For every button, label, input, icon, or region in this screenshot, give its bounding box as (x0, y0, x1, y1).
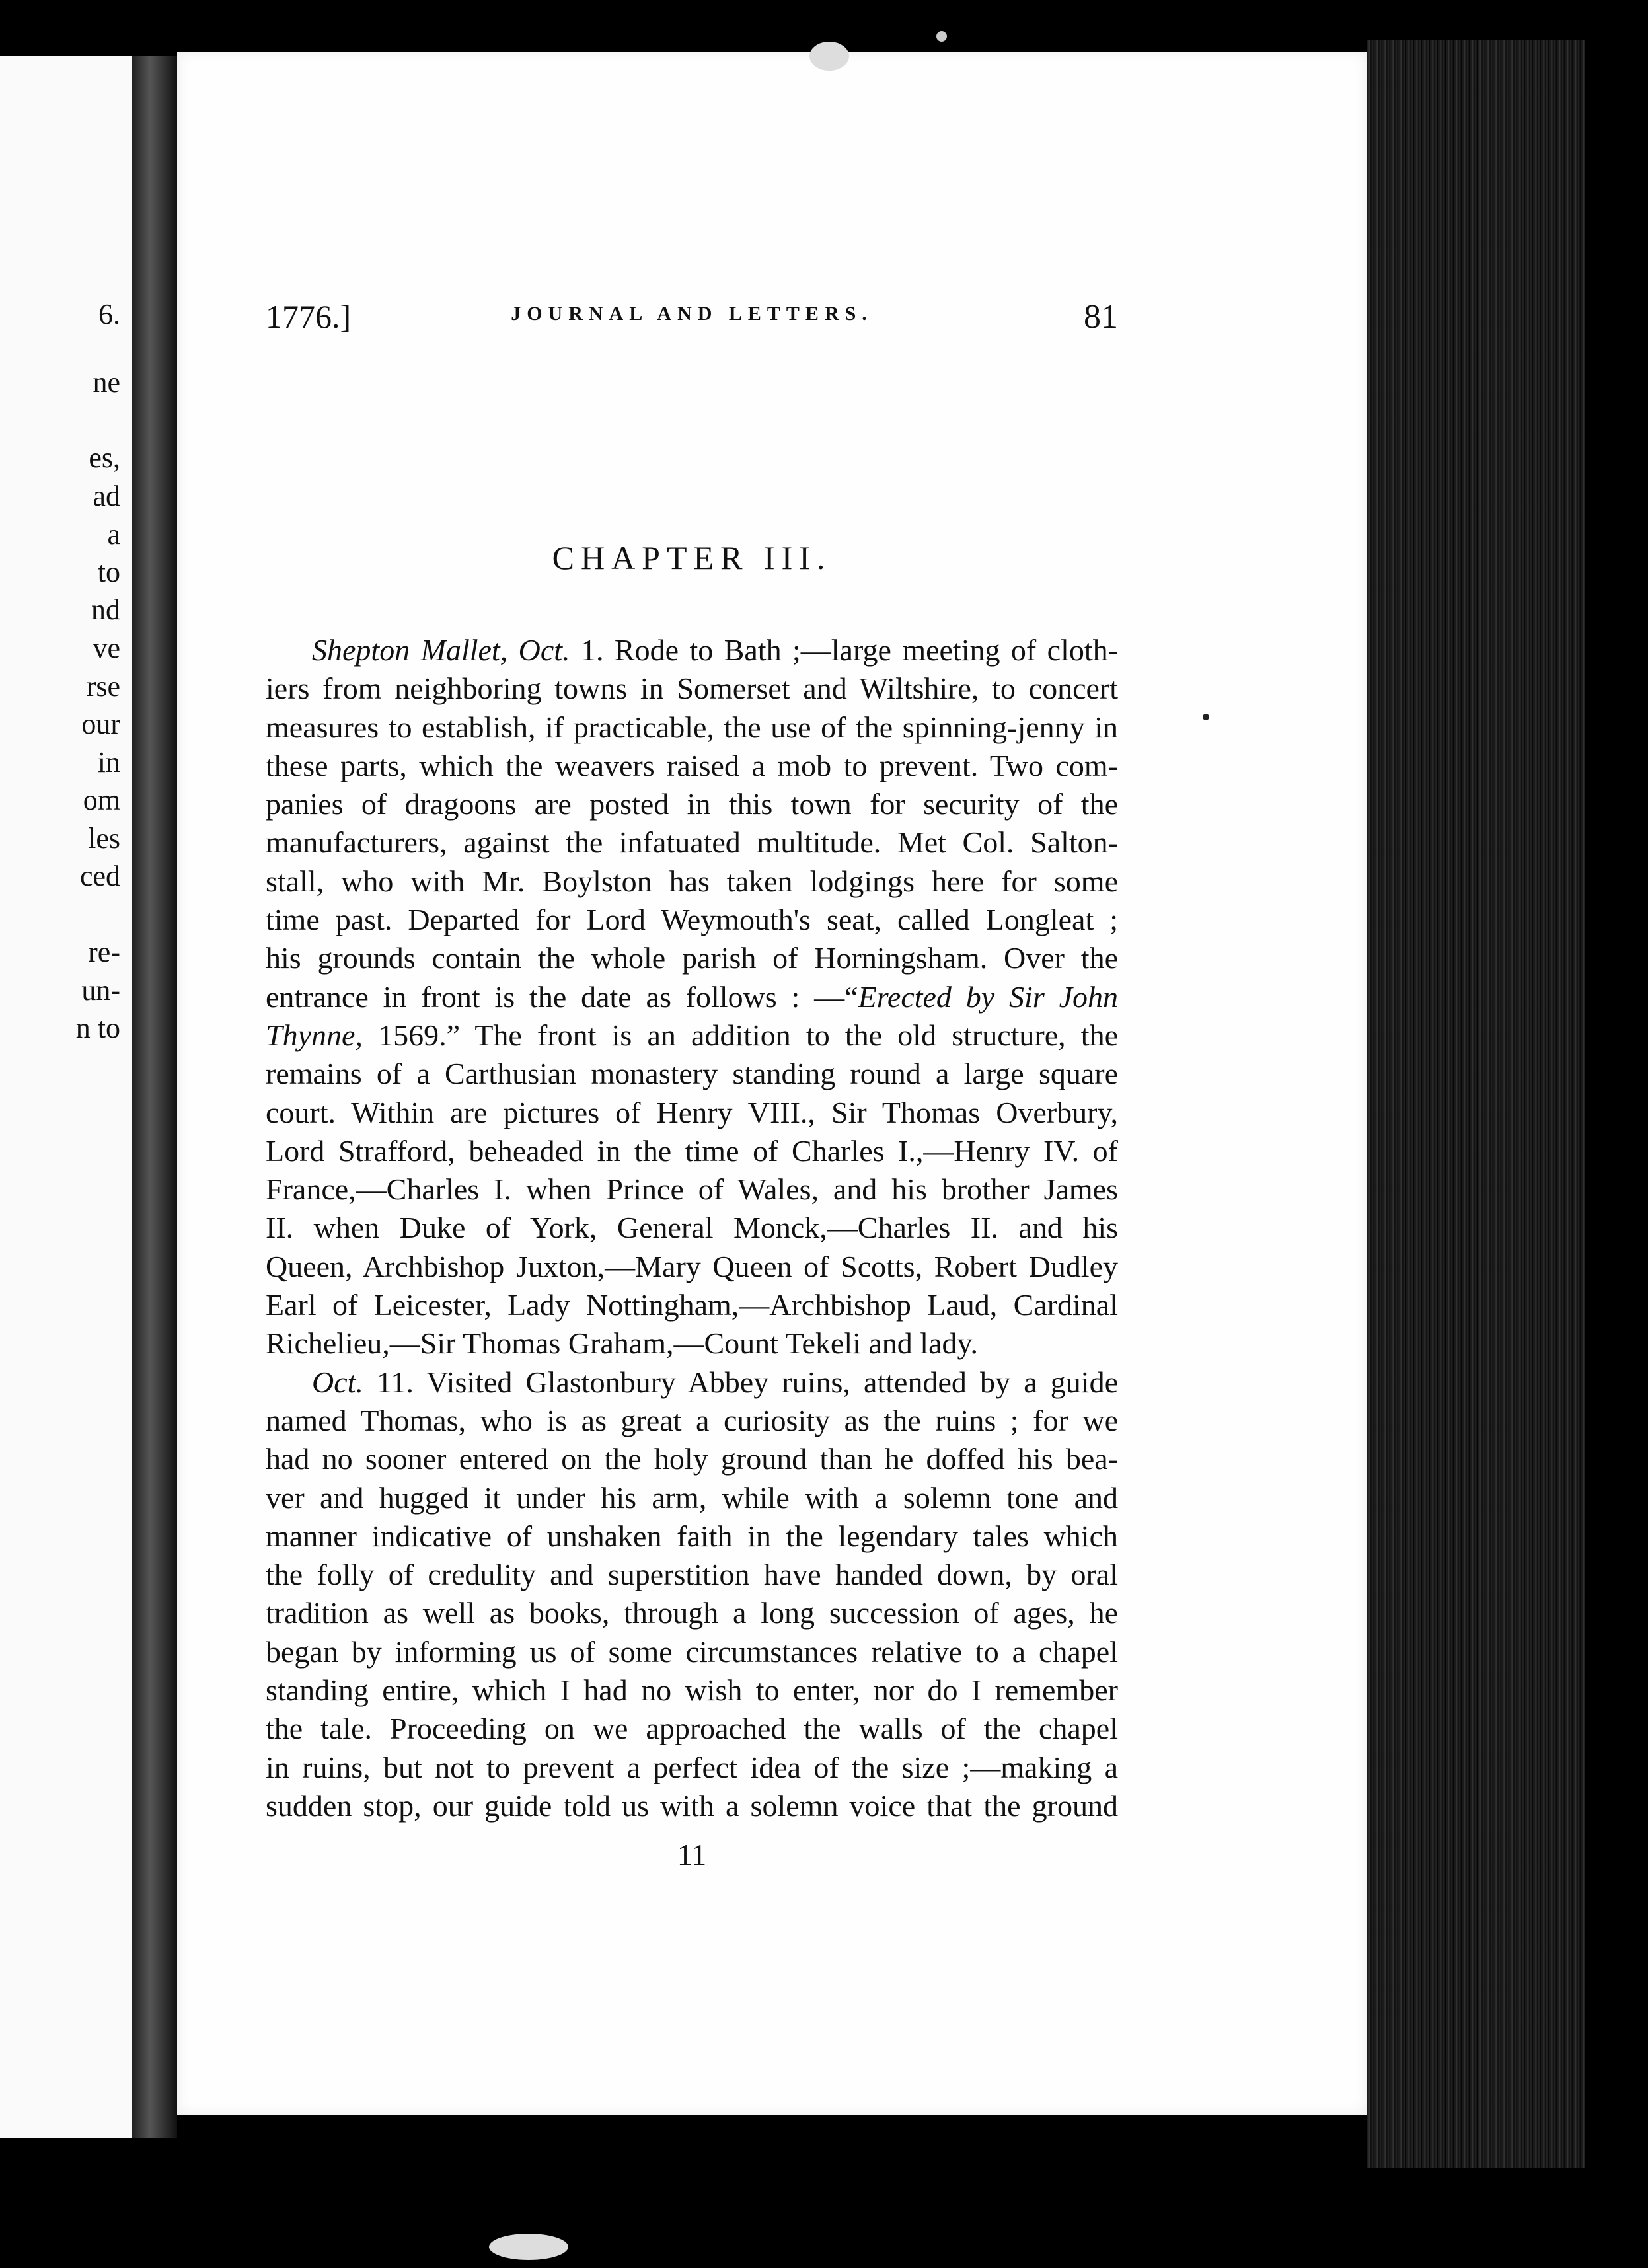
previous-page-text: om (83, 784, 120, 816)
text-line: remains of a Carthusian monastery standing round a large square (266, 1057, 1118, 1091)
text-line: iers from neighboring towns in Somerset and Wiltshire, to concert (266, 671, 1118, 706)
text-line: Richelieu,—Sir Thomas Graham,—Count Tekeli and lady. (266, 1326, 979, 1361)
text-line: had no sooner entered on the holy ground than he doffed his bea- (266, 1442, 1118, 1476)
previous-page-text: n to (75, 1012, 120, 1044)
text-line: France,—Charles I. when Prince of Wales, and his brother James (266, 1172, 1118, 1207)
previous-page-text: re- (88, 936, 120, 968)
body-text (266, 631, 1118, 1825)
previous-page-text: 6. (98, 298, 120, 330)
previous-page-text: rse (86, 670, 120, 702)
text-line: manufacturers, against the infatuated multitude. Met Col. Salton- (266, 825, 1118, 860)
text-line: the tale. Proceeding on we approached the walls of the chapel (266, 1712, 1118, 1746)
previous-page-fragment (0, 56, 132, 2138)
quoted-inscription: Erected by Sir John (858, 979, 1118, 1014)
text-line: tradition as well as books, through a long succession of ages, he (266, 1596, 1118, 1630)
previous-page-text: un- (81, 974, 120, 1006)
text-line: in ruins, but not to prevent a perfect idea of the size ;—making a (266, 1750, 1118, 1784)
running-head-year: 1776.] (266, 298, 352, 335)
speck (936, 31, 947, 42)
previous-page-text: nd (91, 593, 120, 626)
text-line: Thynne, 1569.” The front is an addition to the old structure, the (266, 1018, 1118, 1052)
text-line: sudden stop, our guide told us with a solemn voice that the ground (266, 1788, 1118, 1823)
previous-page-text: es, (89, 441, 120, 474)
text-line: Earl of Leicester, Lady Nottingham,—Archbishop Laud, Cardinal (266, 1288, 1118, 1322)
text-line: manner indicative of unshaken faith in the legendary tales which (266, 1519, 1118, 1553)
text-line: Oct. 11. Visited Glastonbury Abbey ruins, attended by a guide (312, 1365, 1118, 1399)
previous-page-text: our (81, 708, 120, 740)
text-line: time past. Departed for Lord Weymouth's seat, called Longleat ; (266, 903, 1118, 937)
quoted-inscription: Thynne, (266, 1018, 363, 1052)
previous-page-text: a (107, 518, 120, 550)
text-line: panies of dragoons are posted in this town for security of the (266, 787, 1118, 821)
book-gutter (132, 56, 177, 2138)
text-line: ver and hugged it under his arm, while with a solemn tone and (266, 1480, 1118, 1515)
running-head-title: JOURNAL AND LETTERS. (511, 303, 873, 324)
entry-date: Oct. (312, 1365, 363, 1399)
speck (489, 2234, 568, 2260)
text-line: II. when Duke of York, General Monck,—Charles II. and his (266, 1211, 1118, 1245)
text-line: entrance in front is the date as follows : —“Erected by Sir John (266, 979, 1118, 1014)
text-line: began by informing us of some circumstances relative to a chapel (266, 1634, 1118, 1669)
page-number: 81 (1084, 298, 1118, 336)
text-line: Queen, Archbishop Juxton,—Mary Queen of Scotts, Robert Dudley (266, 1249, 1118, 1283)
place-date: Shepton Mallet, Oct. (312, 633, 570, 667)
text-line: measures to establish, if practicable, the use of the spinning-jenny in (266, 710, 1118, 744)
previous-page-text: in (97, 746, 120, 778)
text-line: standing entire, which I had no wish to enter, nor do I remember (266, 1673, 1118, 1708)
text-line: the folly of credulity and superstition have handed down, by oral (266, 1558, 1118, 1592)
previous-page-text: to (97, 556, 120, 588)
text-line: his grounds contain the whole parish of Horningsham. Over the (266, 941, 1118, 975)
page-block-edge (1367, 40, 1585, 2168)
text-line: named Thomas, who is as great a curiosity as the ruins ; for we (266, 1403, 1118, 1437)
running-head (266, 297, 1118, 344)
text-line: Lord Strafford, beheaded in the time of Charles I.,—Henry IV. of (266, 1133, 1118, 1168)
text-line: court. Within are pictures of Henry VIII., Sir Thomas Overbury, (266, 1095, 1118, 1129)
previous-page-text: les (88, 822, 120, 854)
chapter-heading: CHAPTER III. (552, 539, 832, 576)
previous-page-text: ad (93, 480, 120, 512)
text-line: these parts, which the weavers raised a mob to prevent. Two com- (266, 748, 1118, 782)
text-line: Shepton Mallet, Oct. 1. Rode to Bath ;—large meeting of cloth- (312, 633, 1118, 667)
previous-page-text: ced (79, 860, 120, 892)
signature-mark: 11 (677, 1838, 707, 1871)
previous-page-text: ne (93, 366, 120, 398)
text-line: stall, who with Mr. Boylston has taken lodgings here for some (266, 864, 1118, 898)
previous-page-text: ve (93, 632, 120, 664)
